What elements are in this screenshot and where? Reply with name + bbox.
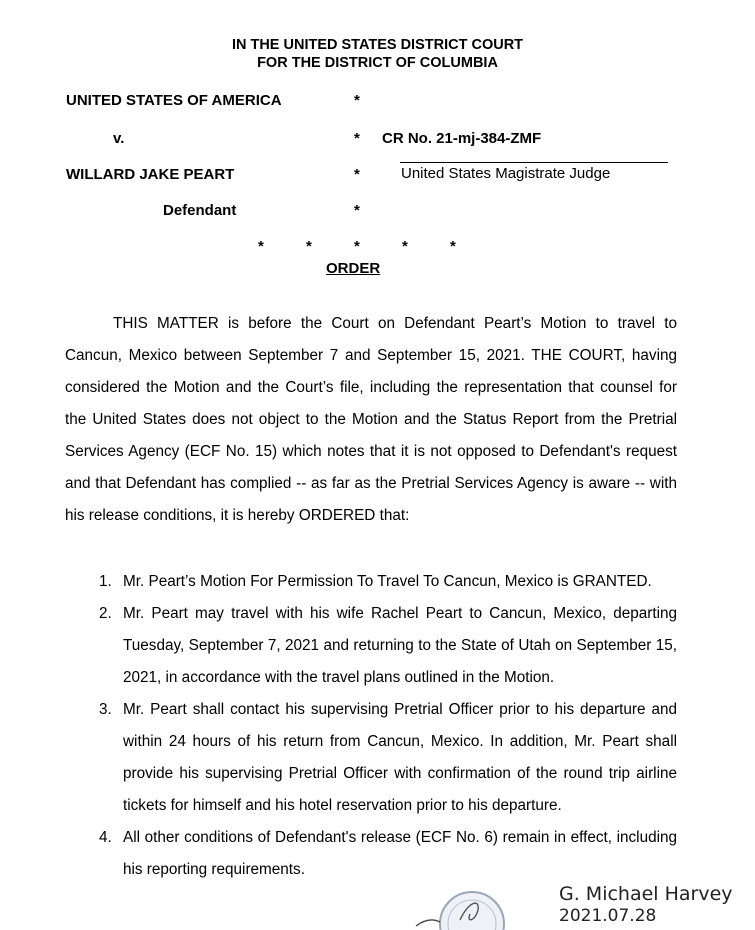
separator-star: * (402, 238, 408, 255)
separator-star: * (354, 238, 360, 255)
caption-star: * (354, 92, 360, 109)
list-item (65, 598, 677, 694)
separator-star: * (258, 238, 264, 255)
versus-label: v. (113, 130, 125, 147)
list-item-number: 3. (99, 701, 112, 718)
list-item-text: Mr. Peart may travel with his wife Rachel Peart to Cancun, Mexico, departing Tuesday, September 7, 2021 and returning to the State of Utah on September 15, 2021, in accordance with the travel plans outlined in the Motion. (123, 605, 677, 686)
list-item (65, 822, 677, 886)
judge-signature-line (400, 162, 668, 163)
court-heading-line1: IN THE UNITED STATES DISTRICT COURT (231, 37, 524, 53)
caption-star: * (354, 202, 360, 219)
case-number: CR No. 21-mj-384-ZMF (382, 130, 542, 147)
signature-name: G. Michael Harvey (559, 883, 733, 905)
list-item-number: 2. (99, 605, 112, 622)
signature-date: 2021.07.28 (559, 906, 657, 926)
list-item-text: Mr. Peart’s Motion For Permission To Travel To Cancun, Mexico is GRANTED. (123, 573, 652, 590)
separator-star: * (450, 238, 456, 255)
list-item-number: 1. (99, 573, 112, 590)
list-item-text: All other conditions of Defendant's release (ECF No. 6) remain in effect, including his reporting requirements. (123, 829, 677, 878)
plaintiff-name: UNITED STATES OF AMERICA (66, 92, 282, 109)
list-item (65, 566, 677, 598)
court-heading (0, 36, 755, 72)
separator-star: * (306, 238, 312, 255)
order-paragraph: THIS MATTER is before the Court on Defendant Peart’s Motion to travel to Cancun, Mexico between September 7 and September 15, 2021. THE COURT, having considered the Motion and the Court’s file, including the representation that counsel for the United States does not object to the Motion and the Status Report from the Pretrial Services Agency (ECF No. 15) which notes that it is not opposed to Defendant's request and that Defendant has complied -- as far as the Pretrial Services Agency is aware -- with his release conditions, it is hereby ORDERED that: (65, 315, 677, 524)
list-item-text: Mr. Peart shall contact his supervising Pretrial Officer prior to his departure and within 24 hours of his return from Cancun, Mexico. In addition, Mr. Peart shall provide his supervising Pretrial Officer with confirmation of the round trip airline tickets for himself and his hotel reservation prior to his departure. (123, 701, 677, 814)
defendant-label: Defendant (163, 202, 237, 219)
judge-title: United States Magistrate Judge (401, 165, 611, 182)
court-heading-line2: FOR THE DISTRICT OF COLUMBIA (257, 55, 498, 71)
order-list (65, 566, 677, 886)
list-item (65, 694, 677, 822)
order-title: ORDER (326, 260, 381, 277)
caption-star: * (354, 130, 360, 147)
list-item-number: 4. (99, 829, 112, 846)
caption-star: * (354, 166, 360, 183)
digital-signature-seal-icon (410, 880, 530, 930)
defendant-name: WILLARD JAKE PEART (66, 166, 235, 183)
